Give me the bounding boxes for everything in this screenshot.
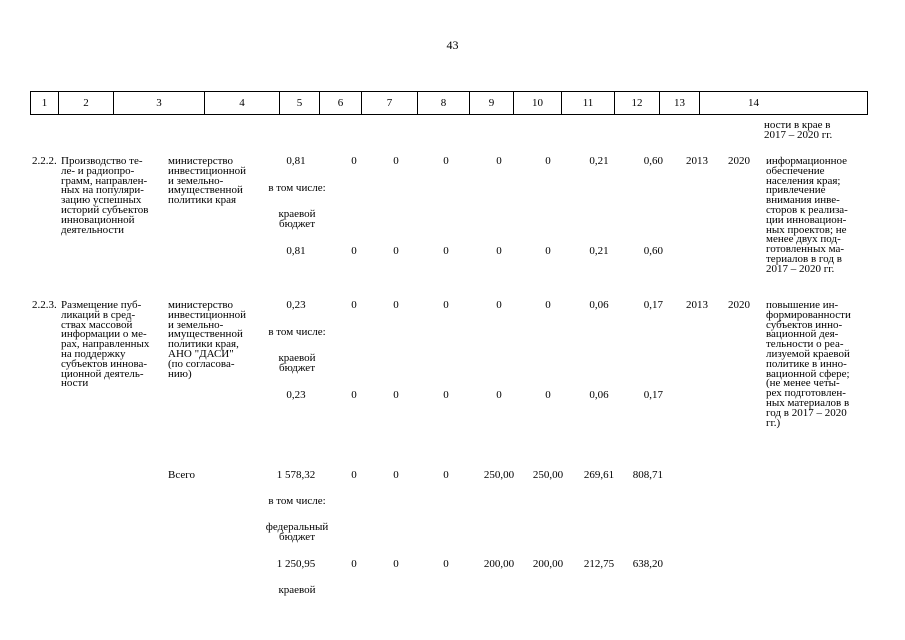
row-name: деятельности — [61, 223, 124, 236]
column-header: 8 — [418, 92, 470, 114]
regional-budget-label: краевой — [278, 584, 316, 596]
row-executor: министерство — [168, 299, 234, 311]
row-executor: АНО "ДАСИ" — [168, 348, 234, 360]
row-result: внимания инве- — [766, 194, 840, 207]
totals-value: 0 — [443, 469, 449, 481]
row-result: привлечение — [766, 184, 826, 197]
totals-value: 0 — [351, 469, 357, 481]
totals-value: 250,00 — [532, 469, 564, 481]
row-name: на поддержку — [61, 348, 126, 360]
row-total-value: 0 — [443, 155, 449, 167]
row-executor: инвестиционной — [168, 308, 247, 321]
table-header-row — [30, 91, 868, 115]
row-result: субъектов инно- — [766, 318, 843, 331]
row-number: 2.2.3. — [32, 299, 57, 311]
page-number: 43 — [446, 38, 459, 52]
federal-budget-value: 0 — [351, 558, 357, 570]
row-total-value: 0 — [351, 299, 357, 311]
row-budget-value: 0 — [496, 389, 502, 401]
row-executor: министерство — [168, 155, 234, 167]
row-name: грамм, направлен- — [61, 174, 148, 187]
totals-value: 269,61 — [583, 469, 615, 481]
row-result: ции инновацион- — [766, 213, 847, 226]
row-result: тельности о реа- — [766, 338, 844, 351]
totals-value: 808,71 — [632, 469, 663, 481]
row-executor: имущественной — [168, 328, 243, 341]
totals-incl-label: в том числе: — [268, 495, 326, 507]
column-header: 12 — [615, 92, 660, 114]
row-name: ности — [61, 377, 89, 390]
column-header: 7 — [362, 92, 418, 114]
row-name: Производство те- — [61, 155, 143, 167]
budget-label: бюджет — [279, 217, 315, 230]
row-executor: (по согласова- — [168, 357, 235, 370]
row-executor: и земельно- — [168, 174, 224, 187]
column-header: 2 — [59, 92, 114, 114]
row-budget-value: 0 — [393, 245, 399, 257]
column-header: 13 — [660, 92, 700, 114]
row-total-value: 0 — [545, 299, 551, 311]
budget-label: краевой — [278, 352, 316, 364]
row-name: рах, направленных — [61, 338, 150, 351]
row-total-value: 0 — [545, 155, 551, 167]
row-executor: имущественной — [168, 184, 243, 197]
budget-label: краевой — [278, 208, 316, 220]
row-total-value: 0 — [496, 155, 502, 167]
row-budget-value: 0,17 — [643, 389, 663, 401]
row-budget-value: 0 — [443, 245, 449, 257]
federal-budget-value: 1 250,95 — [276, 558, 316, 570]
column-header: 6 — [320, 92, 362, 114]
row-result: лизуемой краевой — [766, 348, 850, 360]
row-result: (не менее четы- — [766, 377, 840, 390]
row-result: ных проектов; не — [766, 223, 847, 236]
row-budget-value: 0,06 — [589, 389, 609, 401]
row-name: ных на популяри- — [61, 184, 144, 197]
column-header: 9 — [470, 92, 514, 114]
budget-label: бюджет — [279, 361, 315, 374]
row-name: ствах массовой — [61, 318, 133, 331]
row-budget-value: 0,81 — [286, 245, 306, 257]
incl-label: в том числе: — [268, 326, 326, 338]
row-result: вационной дея- — [766, 328, 839, 341]
row-total-value: 0,21 — [589, 155, 609, 167]
row-name: инновационной — [61, 213, 135, 226]
row-executor: нию) — [168, 367, 192, 380]
row-executor: политики края, — [168, 338, 239, 351]
row-total-value: 0,23 — [286, 299, 306, 311]
carry-over-text: ности в крае в — [764, 119, 831, 131]
row-total-value: 0 — [393, 299, 399, 311]
column-header: 5 — [280, 92, 320, 114]
row-result: вационной сфере; — [766, 367, 850, 380]
federal-budget-value: 200,00 — [483, 558, 515, 570]
row-budget-value: 0 — [443, 389, 449, 401]
column-header: 10 — [514, 92, 562, 114]
row-budget-value: 0 — [393, 389, 399, 401]
row-budget-value: 0 — [545, 389, 551, 401]
column-header: 1 — [31, 92, 59, 114]
incl-label: в том числе: — [268, 182, 326, 194]
row-total-value: 0 — [393, 155, 399, 167]
column-header: 14 — [748, 97, 759, 109]
row-budget-value: 0,21 — [589, 245, 609, 257]
row-budget-value: 0 — [496, 245, 502, 257]
row-result: год в 2017 – 2020 — [766, 406, 847, 419]
row-result: ных материалов в — [766, 397, 850, 409]
totals-value: 250,00 — [483, 469, 515, 481]
row-total-value: 0,17 — [643, 299, 663, 311]
row-name: ционной деятель- — [61, 367, 144, 380]
federal-budget-label: федеральный — [265, 521, 329, 533]
federal-budget-value: 212,75 — [583, 558, 615, 570]
row-name: зацию успешных — [61, 194, 142, 207]
row-result: 2017 – 2020 гг. — [766, 262, 835, 275]
row-name: историй субъектов — [61, 204, 149, 216]
row-result: гг.) — [766, 416, 781, 429]
row-result: политике в инно- — [766, 357, 847, 370]
row-total-value: 0,60 — [643, 155, 663, 167]
row-budget-value: 0,60 — [643, 245, 663, 257]
totals-label: Всего — [168, 469, 195, 481]
row-result: рех подготовлен- — [766, 387, 846, 400]
year-end: 2020 — [728, 155, 750, 167]
row-budget-value: 0 — [351, 245, 357, 257]
row-result: формированности — [766, 308, 851, 321]
row-result: обеспечение — [766, 164, 825, 177]
row-name: ле- и радиопро- — [61, 164, 135, 177]
row-name: Размещение пуб- — [61, 299, 142, 311]
column-header: 11 — [562, 92, 615, 114]
row-total-value: 0,06 — [589, 299, 609, 311]
row-number: 2.2.2. — [32, 155, 57, 167]
row-result: населения края; — [766, 174, 841, 187]
row-result: менее двух под- — [766, 233, 841, 246]
row-total-value: 0,81 — [286, 155, 306, 167]
row-result: повышение ин- — [766, 299, 839, 311]
year-start: 2013 — [686, 155, 708, 167]
row-executor: политики края — [168, 194, 237, 207]
row-name: субъектов иннова- — [61, 357, 148, 370]
row-budget-value: 0 — [545, 245, 551, 257]
row-executor: инвестиционной — [168, 164, 247, 177]
row-name: ликаций в сред- — [61, 308, 136, 321]
federal-budget-value: 0 — [393, 558, 399, 570]
year-start: 2013 — [686, 299, 708, 311]
totals-value: 1 578,32 — [276, 469, 316, 481]
row-executor: и земельно- — [168, 318, 224, 331]
row-result: информационное — [766, 155, 848, 167]
row-result: сторов к реализа- — [766, 204, 848, 216]
row-result: готовленных ма- — [766, 243, 845, 256]
federal-budget-value: 0 — [443, 558, 449, 570]
row-total-value: 0 — [443, 299, 449, 311]
row-total-value: 0 — [351, 155, 357, 167]
federal-budget-label: бюджет — [279, 530, 315, 543]
carry-over-text: 2017 – 2020 гг. — [764, 128, 833, 141]
row-total-value: 0 — [496, 299, 502, 311]
row-budget-value: 0 — [351, 389, 357, 401]
federal-budget-value: 638,20 — [632, 558, 663, 570]
row-result: териалов в год в — [766, 253, 842, 265]
row-budget-value: 0,23 — [286, 389, 306, 401]
column-header: 3 — [114, 92, 205, 114]
column-header: 4 — [205, 92, 280, 114]
totals-value: 0 — [393, 469, 399, 481]
federal-budget-value: 200,00 — [532, 558, 564, 570]
row-name: информации о ме- — [61, 328, 147, 341]
year-end: 2020 — [728, 299, 750, 311]
